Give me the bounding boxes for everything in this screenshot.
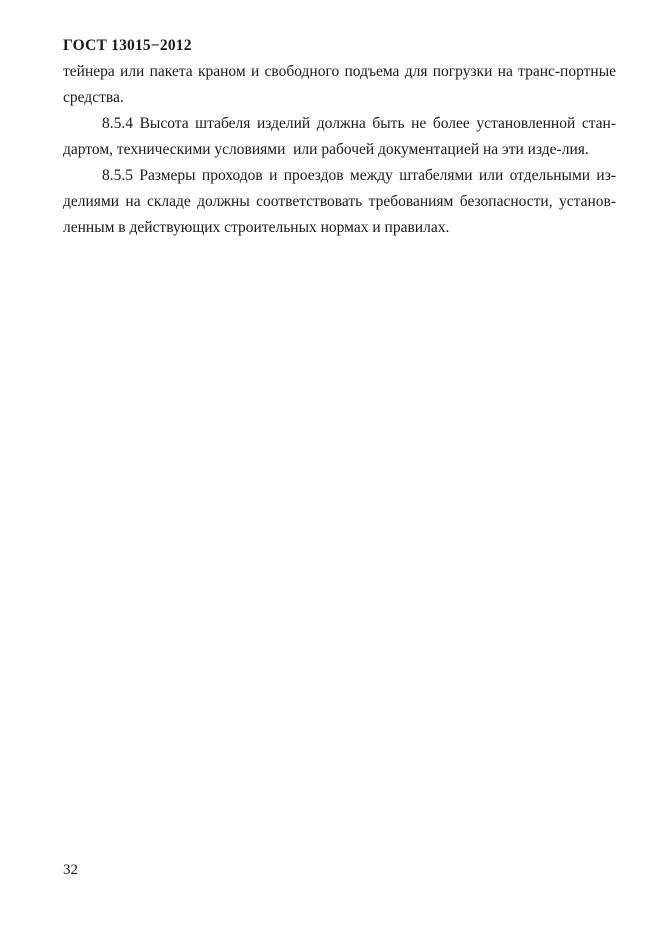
document-content — [63, 33, 616, 241]
text-line: 8.5.4 Высота штабеля изделий должна быть не более установленной стан- — [102, 115, 616, 132]
document-header-title: ГОСТ 13015−2012 — [63, 37, 192, 54]
page-number: 32 — [63, 862, 78, 878]
text-line: делиями на складе должны соответствовать требованиям безопасности, установ- — [63, 193, 616, 210]
paragraph-continuation — [63, 59, 616, 111]
paragraph-8-5-5 — [63, 163, 616, 241]
text-line: 8.5.5 Размеры проходов и проездов между штабелями или отдельными из- — [102, 167, 616, 184]
text-line: ленным в действующих строительных нормах и правилах. — [63, 219, 450, 236]
text-line: дартом, техническими условиями или рабочей документацией на эти изде-лия. — [63, 141, 589, 158]
text-line: средства. — [63, 89, 124, 106]
text-line: тейнера или пакета краном и свободного подъема для погрузки на транс-портные — [63, 63, 616, 80]
paragraph-8-5-4 — [63, 111, 616, 163]
